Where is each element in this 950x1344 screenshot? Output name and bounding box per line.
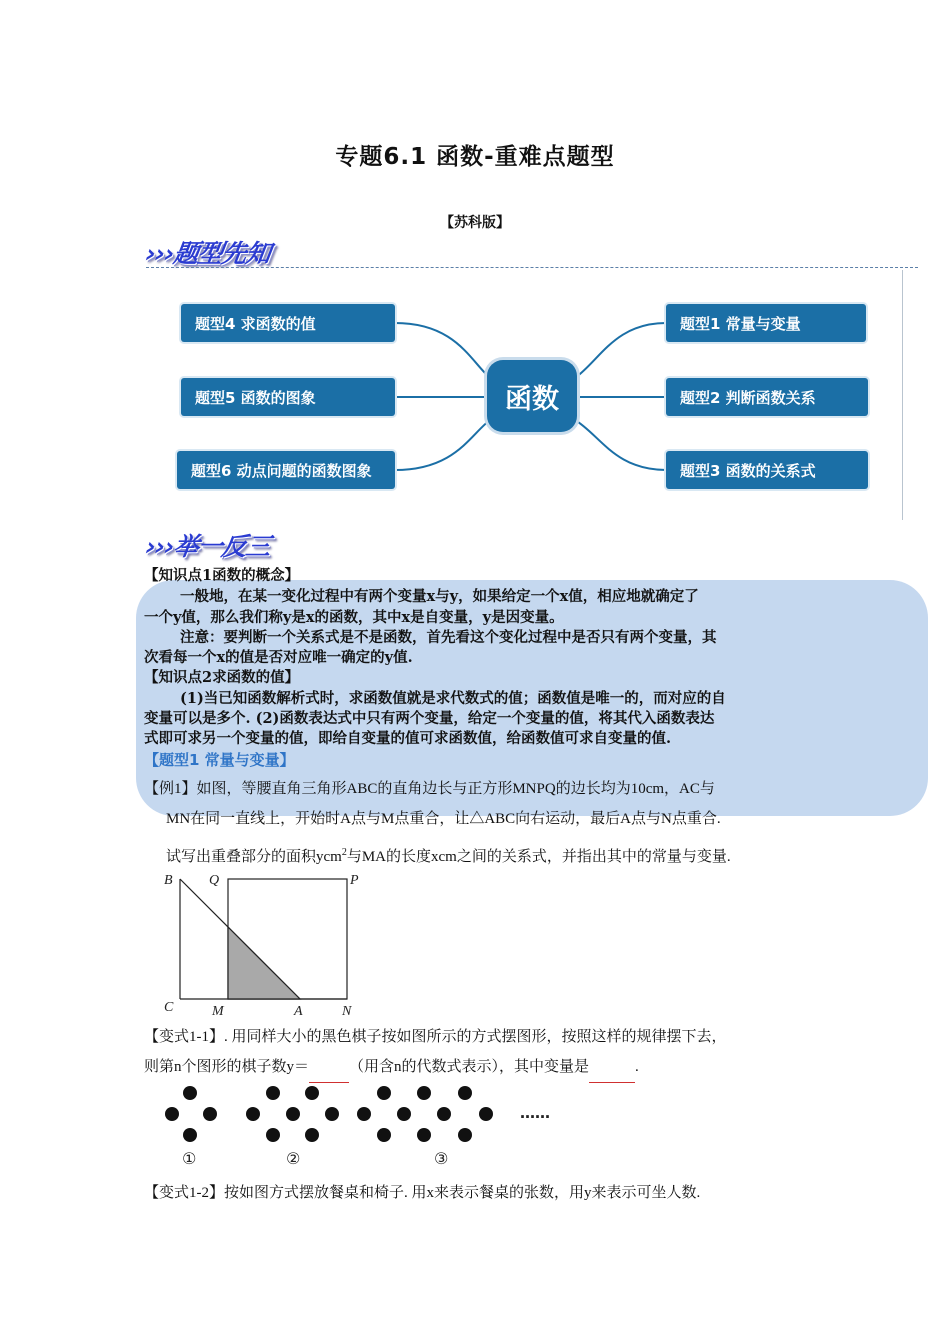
- answer-blank-2[interactable]: [589, 1052, 635, 1083]
- chess-pattern-figure: [160, 1082, 580, 1174]
- label-B: B: [164, 873, 173, 888]
- kp2-line1: (1)当已知函数解析式时，求函数值就是求代数式的值；函数值是唯一的，而对应的自: [180, 690, 726, 707]
- example1-line3-part1: 试写出重叠部分的面积ycm: [166, 849, 342, 865]
- page-title: 专题6.1 函数-重难点题型: [335, 144, 615, 170]
- example1-line1: 【例1】如图，等腰直角三角形ABC的直角边长与正方形MNPQ的边长均为10cm，AC与: [144, 781, 715, 797]
- answer-blank-1[interactable]: [309, 1052, 349, 1083]
- dot: [417, 1128, 431, 1142]
- example1-line3-part2: 与MA的长度xcm之间的关系式，并指出其中的常量与变量.: [346, 849, 731, 865]
- dot: [305, 1128, 319, 1142]
- overlap-region: [228, 927, 300, 999]
- example1-superscript: 2: [341, 847, 347, 858]
- label-P: P: [350, 873, 359, 888]
- mindmap-node-type4: 题型4 求函数的值: [181, 304, 395, 342]
- dot: [246, 1107, 260, 1121]
- kp2-line2: 变量可以是多个. (2)函数表达式中只有两个变量，给定一个变量的值，将其代入函数表达: [144, 710, 715, 727]
- mindmap-node-type5: 题型5 函数的图象: [181, 378, 395, 416]
- variant1-1-part3: .: [635, 1059, 639, 1075]
- dot: [183, 1128, 197, 1142]
- mindmap-center: 函数: [487, 360, 577, 432]
- pattern-ellipsis: ……: [520, 1104, 550, 1122]
- example1-figure: [160, 868, 375, 1018]
- dot: [377, 1128, 391, 1142]
- dot: [479, 1107, 493, 1121]
- label-A: A: [294, 1004, 303, 1018]
- dot: [165, 1107, 179, 1121]
- dot: [183, 1086, 197, 1100]
- dot: [266, 1086, 280, 1100]
- variant1-1-line2: [144, 1052, 639, 1083]
- dot: [286, 1107, 300, 1121]
- example1-line2: MN在同一直线上，开始时A点与M点重合，让△ABC向右运动，最后A点与N点重合.: [166, 811, 721, 827]
- dot: [305, 1086, 319, 1100]
- mindmap-node-type3: 题型3 函数的关系式: [666, 451, 868, 489]
- banner-question-types: ›››题型先知: [143, 239, 272, 268]
- example1-line3: [166, 838, 731, 872]
- dot: [325, 1107, 339, 1121]
- pattern-label-3: ③: [434, 1149, 449, 1168]
- kp2-line3: 式即可求另一个变量的值，即给自变量的值可求函数值，给函数值可求自变量的值.: [144, 730, 672, 747]
- kp2-title: 【知识点2求函数的值】: [144, 669, 300, 686]
- mindmap-node-type6: 题型6 动点问题的函数图象: [177, 451, 395, 489]
- kp1-title: 【知识点1函数的概念】: [144, 567, 300, 584]
- dot: [203, 1107, 217, 1121]
- dot: [458, 1086, 472, 1100]
- dot: [377, 1086, 391, 1100]
- pattern-label-1: ①: [182, 1149, 197, 1168]
- kp1-line1: 一般地，在某一变化过程中有两个变量x与y，如果给定一个x值，相应地就确定了: [180, 588, 699, 605]
- variant1-1-part1: 则第n个图形的棋子数y＝: [144, 1059, 310, 1075]
- kp1-line4: 次看每一个x的值是否对应唯一确定的y值.: [144, 649, 413, 666]
- section-title-type1: 【题型1 常量与变量】: [144, 751, 295, 769]
- variant1-1-part2: （用含n的代数式表示），其中变量是: [349, 1059, 590, 1075]
- variant1-1-line1: 【变式1-1】. 用同样大小的黑色棋子按如图所示的方式摆图形，按照这样的规律摆下去，: [144, 1029, 727, 1045]
- mindmap-node-type2: 题型2 判断函数关系: [666, 378, 868, 416]
- dot: [266, 1128, 280, 1142]
- label-Q: Q: [209, 873, 220, 888]
- kp1-line3: 注意：要判断一个关系式是不是函数，首先看这个变化过程中是否只有两个变量，其: [180, 629, 717, 646]
- label-N: N: [342, 1004, 352, 1018]
- variant1-2-line1: 【变式1-2】按如图方式摆放餐桌和椅子. 用x来表示餐桌的张数，用y来表示可坐人数.: [144, 1185, 701, 1201]
- edition-label: 【苏科版】: [440, 215, 510, 231]
- banner-divider: [146, 267, 918, 268]
- mindmap-node-type1: 题型1 常量与变量: [666, 304, 866, 342]
- banner-practice: ›››举一反三: [143, 532, 272, 561]
- dot: [357, 1107, 371, 1121]
- kp1-line2: 一个y值，那么我们称y是x的函数，其中x是自变量，y是因变量。: [144, 609, 564, 626]
- pattern-label-2: ②: [286, 1149, 301, 1168]
- label-C: C: [164, 1000, 174, 1015]
- dot: [417, 1086, 431, 1100]
- dot: [458, 1128, 472, 1142]
- label-M: M: [212, 1004, 224, 1018]
- dot: [397, 1107, 411, 1121]
- dot: [437, 1107, 451, 1121]
